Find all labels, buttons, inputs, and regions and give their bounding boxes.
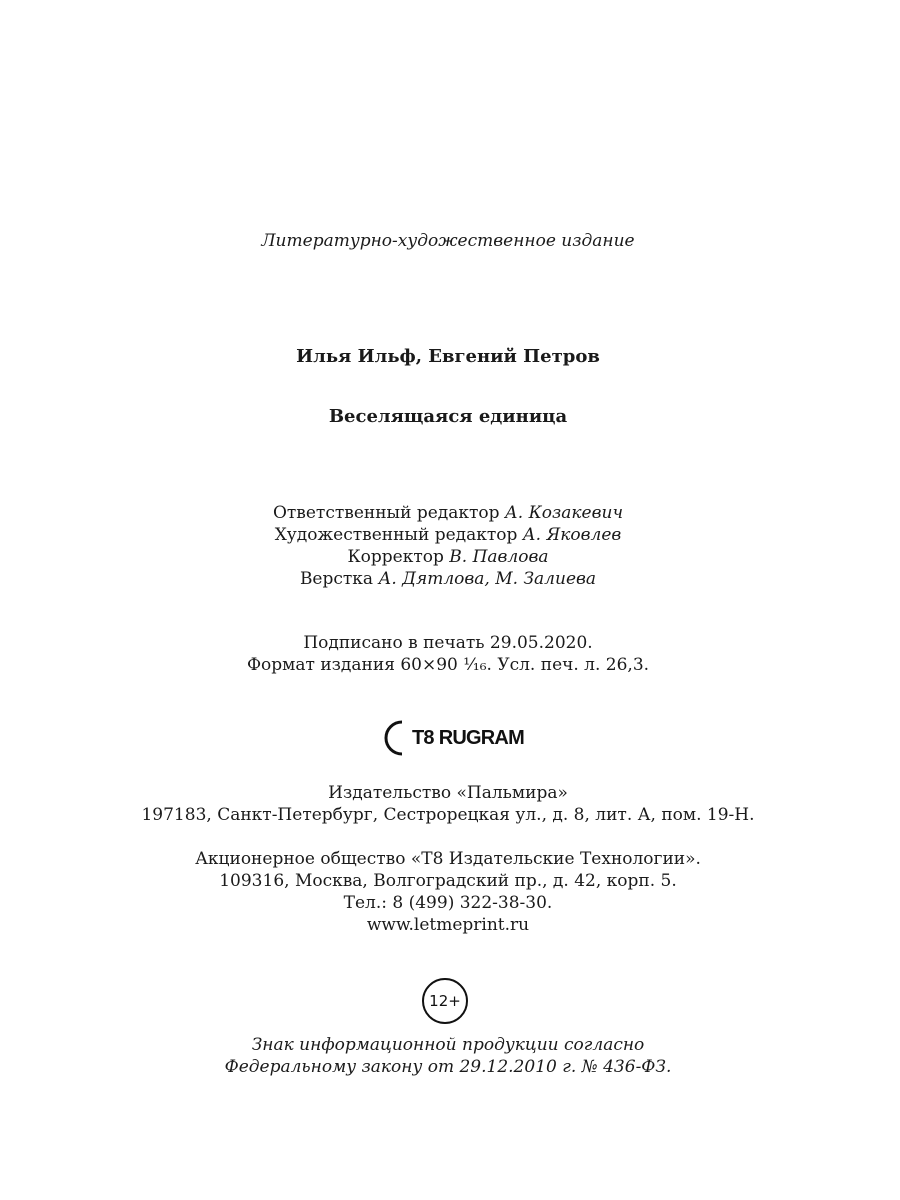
credit-role: Верстка [299,569,374,589]
credit-line [0,502,896,524]
t8-logo-icon [380,719,410,757]
print-signed: Подписано в печать 29.05.2020. [303,633,593,653]
edition-type: Литературно-художественное издание [261,231,635,251]
credit-name: А. Яковлев [522,525,622,545]
age-rating-law: Федеральному закону от 29.12.2010 г. № 436-ФЗ. [224,1057,672,1077]
book-title: Веселящаяся единица [328,406,568,427]
credit-role: Корректор [347,547,444,567]
age-rating-badge: 12+ [422,978,468,1024]
logo-t8: T8 [412,726,434,749]
print-format: Формат издания 60×90 ¹⁄₁₆. Усл. печ. л. 26,3. [246,655,650,675]
printer-name: Акционерное общество «Т8 Издательские Технологии». [195,849,701,869]
printer-website: www.letmeprint.ru [366,915,530,935]
printer-phone: Тел.: 8 (499) 322-38-30. [343,893,553,913]
credit-role: Ответственный редактор [272,503,500,523]
credit-line [0,568,896,590]
logo-brand: RUGRAM [438,726,524,749]
publisher-logo [380,718,524,758]
printer-address: 109316, Москва, Волгоградский пр., д. 42, корп. 5. [219,871,677,891]
publisher-address: 197183, Санкт-Петербург, Сестрорецкая ул., д. 8, лит. А, пом. 19-Н. [141,805,755,825]
credit-role: Художественный редактор [274,525,518,545]
credit-name: В. Павлова [449,547,549,567]
credit-line [0,524,896,546]
credit-name: А. Козакевич [504,503,624,523]
publisher-name: Издательство «Пальмира» [328,783,568,803]
credit-name: А. Дятлова, М. Залиева [378,569,597,589]
age-rating-note: Знак информационной продукции согласно [251,1035,645,1055]
book-authors: Илья Ильф, Евгений Петров [296,346,600,367]
credit-line [0,546,896,568]
